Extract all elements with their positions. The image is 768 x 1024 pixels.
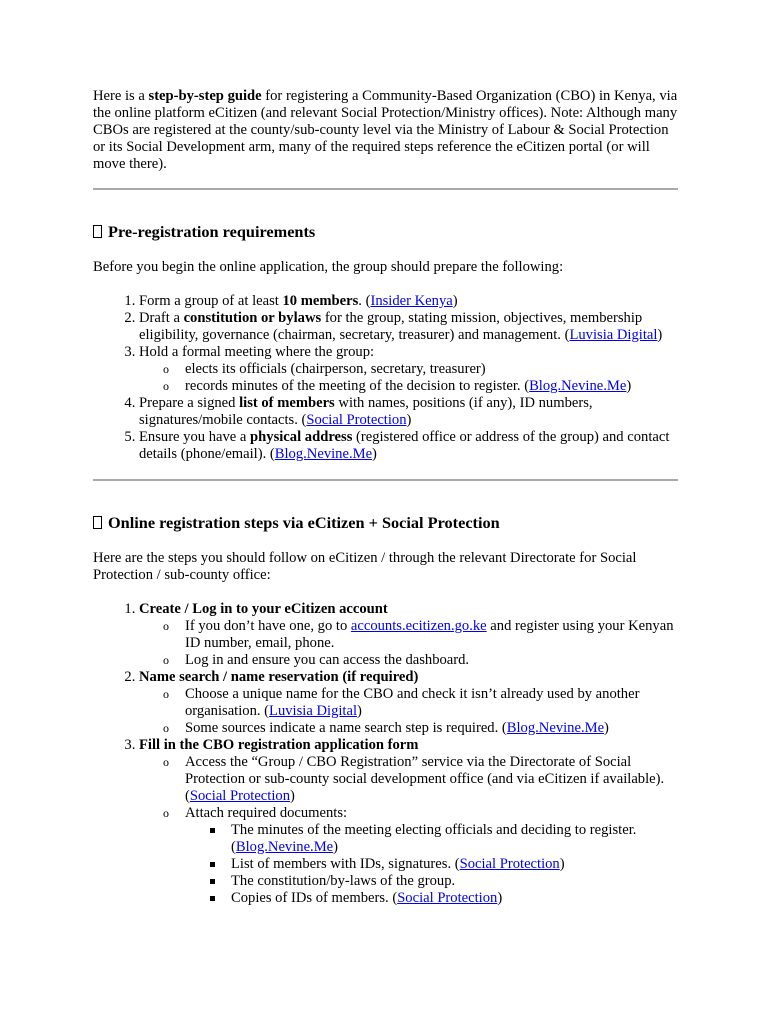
- sub-list: [139, 754, 678, 907]
- source-link[interactable]: Social Protection: [459, 856, 560, 872]
- requirements-list: [93, 293, 678, 463]
- section-heading-pre-registration: [93, 222, 678, 242]
- intro-text: Here is a: [93, 88, 149, 104]
- sub-list: [139, 361, 678, 395]
- missing-glyph-icon: [93, 225, 102, 238]
- list-item: 5. Ensure you have a physical address (registered office or address of the group) and contact details (phone/email). (Blog.Nevine.Me): [139, 429, 678, 463]
- section-lead: Before you begin the online application, the group should prepare the following:: [93, 259, 564, 275]
- source-link[interactable]: Social Protection: [189, 788, 290, 804]
- list-item: 3. Fill in the CBO registration application form o Access the “Group / CBO Registration” service via the Directorate of Social Protection or sub-county social development office (and via eCitizen if available). (Social Protection) o Attach required documents: The minutes of the meeting electing officials and deciding to register. (Blog.Nevine.Me) List of members with IDs, signatures. (Social Protection) The constitution/by-laws of the group. Copies of IDs of members. (Social Protection): [139, 737, 678, 907]
- intro-bold: step-by-step guide: [148, 88, 262, 104]
- document-item: The minutes of the meeting electing officials and deciding to register. (Blog.Nevine.Me): [231, 822, 678, 856]
- intro-text-rest: for registering a Community-Based Organization (CBO) in Kenya, via the online platform eCitizen (and relevant Social Protection/Ministry offices). Note: Although many CBOs are registered at the county/sub-county level via the Ministry of Labour & Social Protection or its Social Development arm, many of the required steps reference the eCitizen portal (or will move there).: [93, 88, 678, 172]
- list-item: 3. Hold a formal meeting where the group: o elects its officials (chairperson, secretary, treasurer) o records minutes of the meeting of the decision to register. (Blog.Nevine.Me): [139, 344, 678, 395]
- intro-paragraph: [93, 88, 678, 173]
- sub-list-item: o elects its officials (chairperson, secretary, treasurer): [185, 361, 678, 378]
- section-heading-online-steps: [93, 513, 678, 533]
- documents-list: [185, 822, 678, 907]
- document-item: The constitution/by-laws of the group.: [231, 873, 678, 890]
- list-item: 2. Name search / name reservation (if required) o Choose a unique name for the CBO and check it isn’t already used by another organisation. (Luvisia Digital) o Some sources indicate a name search step is required. (Blog.Nevine.Me): [139, 669, 678, 737]
- list-item: 2. Draft a constitution or bylaws for the group, stating mission, objectives, membership eligibility, governance (chairman, secretary, treasurer) and management. (Luvisia Digital): [139, 310, 678, 344]
- section-title: Online registration steps via eCitizen + Social Protection: [108, 513, 500, 532]
- sub-list: [139, 686, 678, 737]
- source-link[interactable]: Blog.Nevine.Me: [529, 378, 627, 394]
- sub-list-item: o If you don’t have one, go to accounts.ecitizen.go.ke and register using your Kenyan ID number, email, phone.: [185, 618, 678, 652]
- document-body: [93, 88, 678, 907]
- list-item: 4. Prepare a signed list of members with names, positions (if any), ID numbers, signatures/mobile contacts. (Social Protection): [139, 395, 678, 429]
- document-item: List of members with IDs, signatures. (Social Protection): [231, 856, 678, 873]
- source-link[interactable]: Social Protection: [306, 412, 407, 428]
- source-link[interactable]: Blog.Nevine.Me: [506, 720, 605, 736]
- document-item: Copies of IDs of members. (Social Protection): [231, 890, 678, 907]
- sub-list-item: o Choose a unique name for the CBO and check it isn’t already used by another organisation. (Luvisia Digital): [185, 686, 678, 720]
- sub-list-item: o Log in and ensure you can access the dashboard.: [185, 652, 678, 669]
- missing-glyph-icon: [93, 516, 102, 529]
- section-lead: Here are the steps you should follow on eCitizen / through the relevant Directorate for Social Protection / sub-county office:: [93, 550, 637, 583]
- list-item: 1. Form a group of at least 10 members. (Insider Kenya): [139, 293, 678, 310]
- sub-list-item: o Attach required documents: The minutes of the meeting electing officials and deciding to register. (Blog.Nevine.Me) List of members with IDs, signatures. (Social Protection) The constitution/by-laws of the group. Copies of IDs of members. (Social Protection): [185, 805, 678, 907]
- ecitizen-link[interactable]: accounts.ecitizen.go.ke: [350, 618, 487, 634]
- sub-list-item: o records minutes of the meeting of the decision to register. (Blog.Nevine.Me): [185, 378, 678, 395]
- section-title: Pre-registration requirements: [108, 222, 316, 241]
- source-link[interactable]: Blog.Nevine.Me: [274, 446, 373, 462]
- divider: [93, 188, 678, 190]
- list-item: 1. Create / Log in to your eCitizen account o If you don’t have one, go to accounts.ecitizen.go.ke and register using your Kenyan ID number, email, phone. o Log in and ensure you can access the dashboard.: [139, 601, 678, 669]
- source-link[interactable]: Insider Kenya: [370, 293, 453, 309]
- source-link[interactable]: Social Protection: [397, 890, 498, 906]
- source-link[interactable]: Luvisia Digital: [269, 703, 358, 719]
- source-link[interactable]: Luvisia Digital: [569, 327, 658, 343]
- divider: [93, 479, 678, 481]
- sub-list-item: o Access the “Group / CBO Registration” service via the Directorate of Social Protection or sub-county social development office (and via eCitizen if available). (Social Protection): [185, 754, 678, 805]
- sub-list-item: o Some sources indicate a name search step is required. (Blog.Nevine.Me): [185, 720, 678, 737]
- sub-list: [139, 618, 678, 669]
- source-link[interactable]: Blog.Nevine.Me: [235, 839, 334, 855]
- steps-list: [93, 601, 678, 907]
